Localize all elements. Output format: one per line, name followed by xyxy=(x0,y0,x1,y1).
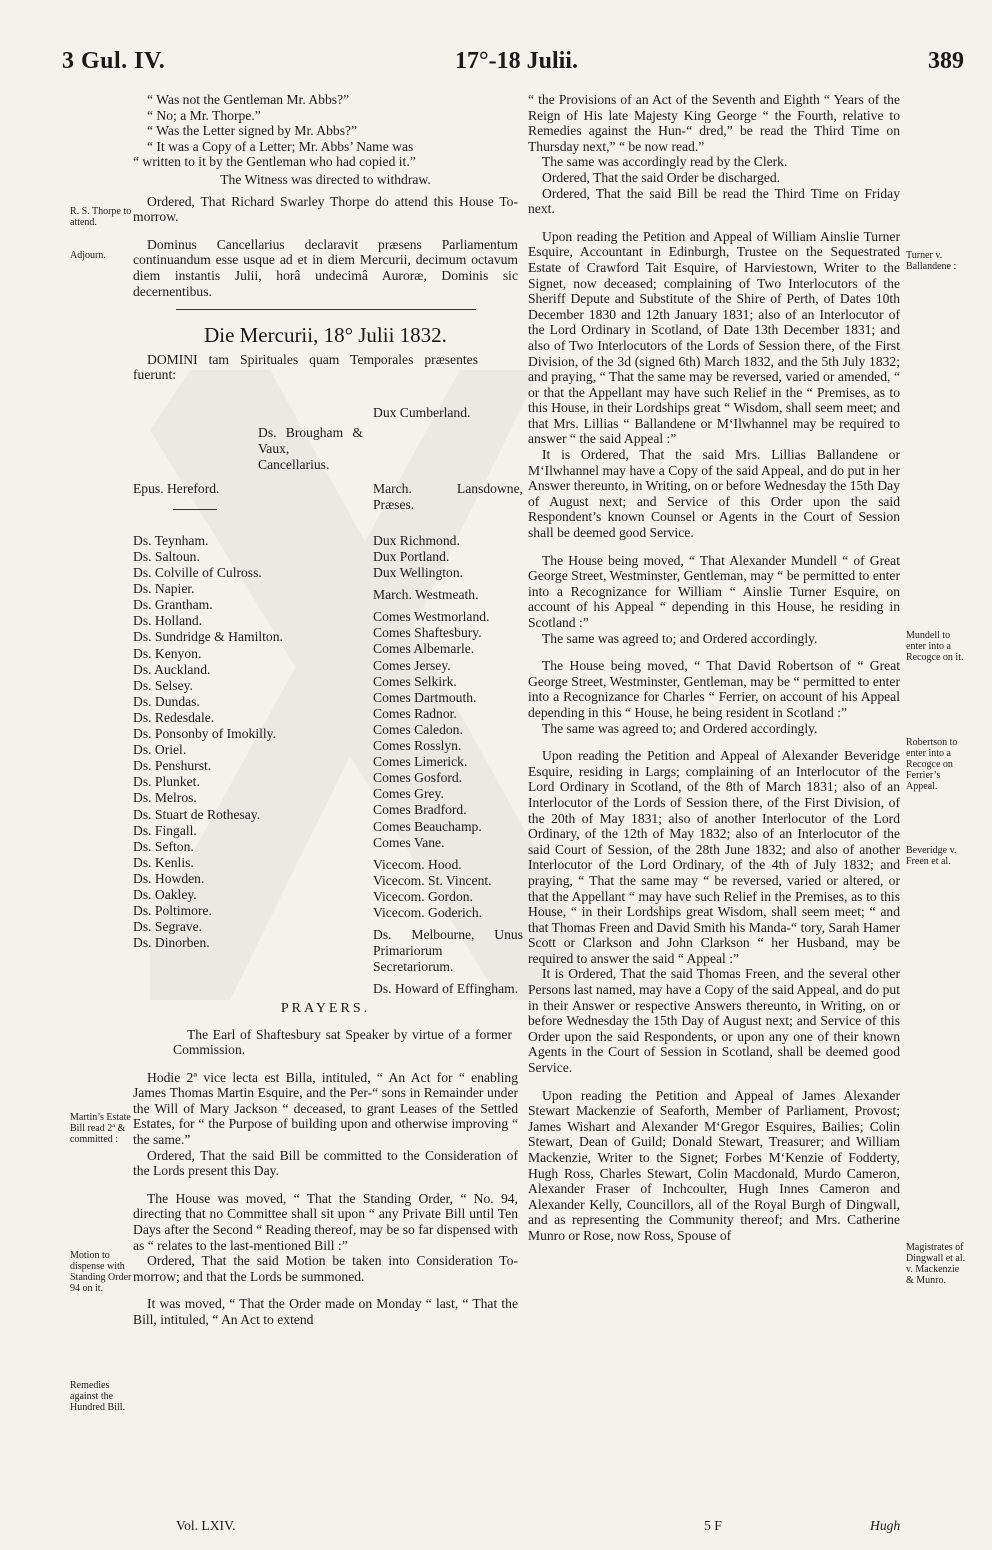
lord-entry: Ds. Oriel. xyxy=(133,742,187,758)
lord-entry: Ds. Stuart de Rothesay. xyxy=(133,806,261,822)
beveridge-ordered: It is Ordered, That the said Thomas Freen, and the several other Persons last named, may have a Copy of the said Appeal, and do put in their Answer or respective Answers thereunto, in Writing, on or before Wednesday the 15th Day of August next; and Service of this Order upon the said Respondents, or upon any one of their known Agents in the Court of Session in Scotland, shall be deemed good Service. xyxy=(528,966,900,1076)
thorpe-order: Ordered, That Richard Swarley Thorpe do attend this House To-morrow. xyxy=(133,193,518,225)
lord-entry: Ds. Grantham. xyxy=(133,597,213,613)
running-header xyxy=(0,48,992,82)
lord-entry: Ds. Auckland. xyxy=(133,661,211,677)
lords-left-list xyxy=(133,533,343,951)
lord-entry: March. Lansdowne, Præses. xyxy=(373,480,523,512)
martin-bill-ordered: Ordered, That the said Bill be committed to the Consideration of the Lords present this Day. xyxy=(133,1147,518,1179)
dialogue-line: “ Was not the Gentleman Mr. Abbs?” xyxy=(147,92,350,107)
lord-entry: Ds. Teynham. xyxy=(133,532,209,548)
lord-entry: Ds. Oakley. xyxy=(133,886,197,902)
right-column xyxy=(528,92,900,1244)
header-regnal-year: 3 Gul. IV. xyxy=(62,48,166,74)
mundell-motion: The House being moved, “ That Alexander Mundell “ of Great George Street, Westminster, Gentleman, may “ be permitted to enter into a Recognizance for William “ Ainslie Turner Esquire, on account of his Appeal “ depending in this House, he residing in Scotland :” xyxy=(528,552,900,630)
lord-entry: Comes Jersey. xyxy=(373,657,451,673)
signature-mark: 5 F xyxy=(704,1518,722,1533)
margin-note-magistrates: Magistrates of Dingwall et al. v. Mackenzie & Munro. xyxy=(906,1242,966,1286)
lord-entry: Ds. Howard of Effingham. xyxy=(373,981,519,997)
robertson-motion: The House being moved, “ That David Robertson of “ Great George Street, Westminster, Gentleman, may be “ permitted to enter into a Recognizance for Charles “ Ferrier, on account of his Appeal depending in this “ House, he being resident in Scotland :” xyxy=(528,658,900,720)
lord-entry: Comes Vane. xyxy=(373,834,445,850)
page-number: 389 xyxy=(928,48,964,74)
order-discharged: Ordered, That the said Order be discharged. xyxy=(542,169,781,185)
lord-entry: Comes Bradford. xyxy=(373,802,467,818)
lord-entry: Vicecom. Hood. xyxy=(373,856,462,872)
lord-entry: Ds. Dinorben. xyxy=(133,935,210,951)
lord-entry: Comes Radnor. xyxy=(373,705,457,721)
lord-entry: Ds. Ponsonby of Imokilly. xyxy=(133,726,276,742)
short-divider xyxy=(173,509,217,510)
lord-entry: Ds. Selsey. xyxy=(133,677,193,693)
turner-ordered: It is Ordered, That the said Mrs. Lillias Ballandene or M‘Ilwhannel may have a Copy of the said Appeal, and do put in her Answer thereunto, in Writing, on or before Wednesday the 15th Day of August next; and Service of this Order upon the said Respondent’s known Counsel or Agents in the Court of Session shall be deemed good Service. xyxy=(528,447,900,541)
adjournment-text: Dominus Cancellarius declaravit præsens Parliamentum continuandum esse usque ad et in diem Mercurii, decimum octavum diem instantis Julii, horâ undecimâ Auroræ, Dominis sic decernentibus. xyxy=(133,236,518,299)
lord-entry: Ds. Poltimore. xyxy=(133,903,212,919)
lord-entry: Ds. Napier. xyxy=(133,581,195,597)
lord-entry: Ds. Sundridge & Hamilton. xyxy=(133,629,283,645)
lord-entry: Vicecom. Goderich. xyxy=(373,904,483,920)
mundell-agreed: The same was agreed to; and Ordered accordingly. xyxy=(542,630,818,646)
speaker-note: The Earl of Shaftesbury sat Speaker by virtue of a former Commission. xyxy=(173,1026,512,1058)
lord-entry: Vicecom. Gordon. xyxy=(373,888,473,904)
lord-entry: March. Westmeath. xyxy=(373,587,479,603)
sitting-date-title: Die Mercurii, 18° Julii 1832. xyxy=(204,323,447,348)
lord-entry: Ds. Howden. xyxy=(133,870,205,886)
lords-present-heading: DOMINI tam Spirituales quam Temporales præsentes fuerunt: xyxy=(133,351,478,383)
lord-entry: Ds. Dundas. xyxy=(133,693,200,709)
lord-entry: Comes Shaftesbury. xyxy=(373,625,482,641)
dialogue-line: “ It was a Copy of a Letter; Mr. Abbs’ Name was xyxy=(147,138,414,154)
lord-entry: Ds. Plunket. xyxy=(133,774,200,790)
lord-entry: Comes Caledon. xyxy=(373,721,463,737)
martin-bill-text: Hodie 2ª vice lecta est Billa, intituled, “ An Act for “ enabling James Thomas Martin Esquire, and the Per-“ sons in Remainder under the Will of Mary Jackson “ deceased, to grant Leases of the Settled Estates, for “ the Purpose of building upon and otherwise improving “ the same.” xyxy=(133,1069,518,1148)
margin-note-motion: Motion to dispense with Standing Order 94 on it. xyxy=(70,1250,132,1294)
lord-entry: Comes Dartmouth. xyxy=(373,689,477,705)
lord-entry: Ds. Penshurst. xyxy=(133,758,212,774)
lord-entry: Comes Beauchamp. xyxy=(373,818,482,834)
third-reading-order: Ordered, That the said Bill be read the Third Time on Friday next. xyxy=(528,185,900,217)
prayers-heading: PRAYERS. xyxy=(280,1000,371,1016)
read-by-clerk: The same was accordingly read by the Clerk. xyxy=(542,154,788,170)
turner-appeal-text: Upon reading the Petition and Appeal of William Ainslie Turner Esquire, Accountant in Edinburgh, Trustee on the Sequestrated Estate of Crawford Tait Esquire, of Harviestown, Writer to the Signet, now deceased; complaining of Two Interlocutors of the Sheriff Depute and Substitute of the Shire of Perth, of Dates 10th December 1830 and 12th January 1831; also of an Interlocutor of the Lord Ordinary in Scotland, of Date 13th December 1831; and also of Two Interlocutors of the Lords of Session there, of the First Division, of the 3d (signed 6th) March 1832, and the 5th July 1832; and praying, “ That the same may be reversed, varied or amended, “ or that the Appellant may have such Relief in the “ Premises, as to this House, in their Lordships great “ Wisdom, shall seem meet; and that Mrs. Lillias “ Ballandene or M‘Ilwhannel may be required to answer “ the said Appeal :” xyxy=(528,228,900,447)
dialogue-line: “ No; a Mr. Thorpe.” xyxy=(147,107,261,123)
margin-note-martin: Martin’s Estate Bill read 2ª & committed : xyxy=(70,1112,131,1145)
header-date: 17°-18 Julii. xyxy=(455,48,578,74)
lords-present-list xyxy=(133,383,523,997)
lord-entry: Comes Gosford. xyxy=(373,770,463,786)
lord-entry: Vicecom. St. Vincent. xyxy=(373,872,492,888)
beveridge-appeal-text: Upon reading the Petition and Appeal of Alexander Beveridge Esquire, residing in Largs; complaining of an Interlocutor of the Lord Ordinary in Scotland, of the 8th of March 1831; also of an Interlocutor of the Lords of Session there, of the First Division, of the 20th of May 1831; also of another Interlocutor of the Lord Ordinary, of the 12th of May 1832; also of an Interlocutor of the said Court of Session, of the 28th June 1832; and also of another Interlocutor of the Lord Ordinary, of the 4th of July 1832; and praying, “ That the same may “ be reversed, varied or altered, or that the Appellant “ may have such Relief in the Premises, as to this House, “ in their Lordships great Wisdom, shall seem meet; “ and that Thomas Freen and David Smith his Manda-“ tory, Sarah Hamer Scott or Clarkson and John Clarkson “ her Husband, may be required to answer the said “ Appeal :” xyxy=(528,748,900,966)
lord-entry: Comes Limerick. xyxy=(373,754,468,770)
robertson-agreed: The same was agreed to; and Ordered accordingly. xyxy=(542,720,818,736)
lords-right-list xyxy=(373,533,523,998)
lord-entry: Comes Selkirk. xyxy=(373,673,457,689)
lord-entry: Ds. Saltoun. xyxy=(133,549,200,564)
lord-entry: Comes Grey. xyxy=(373,786,444,802)
lord-entry: Ds. Melbourne, Unus Primariorum Secretariorum. xyxy=(373,927,523,975)
dialogue-line: “ written to it by the Gentleman who had copied it.” xyxy=(133,154,416,170)
catchword: Hugh xyxy=(870,1518,901,1533)
lord-entry: Epus. Hereford. xyxy=(133,480,220,496)
section-divider xyxy=(176,309,476,310)
lord-entry: Dux Portland. xyxy=(373,549,450,564)
lord-entry: Ds. Sefton. xyxy=(133,838,194,854)
motion-text: The House was moved, “ That the Standing Order, “ No. 94, directing that no Committee shall sit upon “ any Private Bill until Ten Days after the Second “ Reading thereof, may be so far dispensed with as “ relates to the last-mentioned Bill :” xyxy=(133,1190,518,1253)
margin-note-adjourn: Adjourn. xyxy=(70,250,106,261)
motion-ordered: Ordered, That the said Motion be taken into Consideration To-morrow; and that the Lords be summoned. xyxy=(133,1253,518,1284)
lord-entry: Comes Westmorland. xyxy=(373,609,490,625)
margin-note-remedies: Remedies against the Hundred Bill. xyxy=(70,1380,125,1413)
lord-entry: Dux Cumberland. xyxy=(373,404,471,420)
lord-entry: Ds. Kenlis. xyxy=(133,854,194,870)
lord-entry: Ds. Melros. xyxy=(133,790,197,806)
margin-note-turner: Turner v. Ballandene : xyxy=(906,250,957,272)
lord-entry: Comes Albemarle. xyxy=(373,641,475,657)
remedies-text: It was moved, “ That the Order made on Monday “ last, “ That the Bill, intituled, “ An Act to extend xyxy=(133,1296,518,1327)
lord-chancellor: Ds. Brougham & Vaux, Cancellarius. xyxy=(258,424,363,473)
margin-note-robertson: Robertson to enter into a Recogce on Ferrier’s Appeal. xyxy=(906,737,958,792)
lord-entry: Comes Rosslyn. xyxy=(373,738,462,754)
lord-entry: Ds. Colville of Culross. xyxy=(133,565,262,581)
lord-entry: Dux Richmond. xyxy=(373,532,460,548)
margin-note-thorpe: R. S. Thorpe to attend. xyxy=(70,206,132,228)
magistrates-appeal-text: Upon reading the Petition and Appeal of James Alexander Stewart Mackenzie of Seaforth, Member of Parliament, Provost; James Wishart and Alexander M‘Gregor Esquires, Bailies; Colin Stewart, Dean of Guild; Donald Stewart, Treasurer; and William Mackenzie, Writer to the Signet; Forbes M‘Kenzie of Fodderty, Hugh Ross, Charles Stewart, Colin Macdonald, Murdo Cameron, Alexander Fraser of Inchcoulter, Hugh Innes Cameron and Alexander Kelly, Councillors, all of the Royal Burgh of Dingwall, and as representing the Community thereof; and Mrs. Catherine Munro or Rose, now Ross, Spouse of xyxy=(528,1087,900,1243)
lord-entry: Ds. Redesdale. xyxy=(133,709,215,725)
remedies-continued: “ the Provisions of an Act of the Seventh and Eighth “ Years of the Reign of His late Majesty King George “ the Fourth, relative to Remedies against the Hun-“ dred,” be read the Third Time on Thursday next,” “ be now read.” xyxy=(528,92,900,154)
left-column xyxy=(133,92,523,1328)
margin-note-mundell: Mundell to enter into a Recogce on it. xyxy=(906,630,964,663)
witness-withdraw: The Witness was directed to withdraw. xyxy=(220,171,431,187)
lord-entry: Ds. Kenyon. xyxy=(133,645,202,661)
lord-entry: Ds. Fingall. xyxy=(133,822,197,838)
lord-entry: Dux Wellington. xyxy=(373,565,464,581)
margin-note-beveridge: Beveridge v. Freen et al. xyxy=(906,845,957,867)
lord-entry: Ds. Segrave. xyxy=(133,919,203,935)
dialogue-line: “ Was the Letter signed by Mr. Abbs?” xyxy=(147,123,358,139)
volume-footer: Vol. LXIV. xyxy=(176,1518,236,1533)
lord-entry: Ds. Holland. xyxy=(133,613,203,629)
